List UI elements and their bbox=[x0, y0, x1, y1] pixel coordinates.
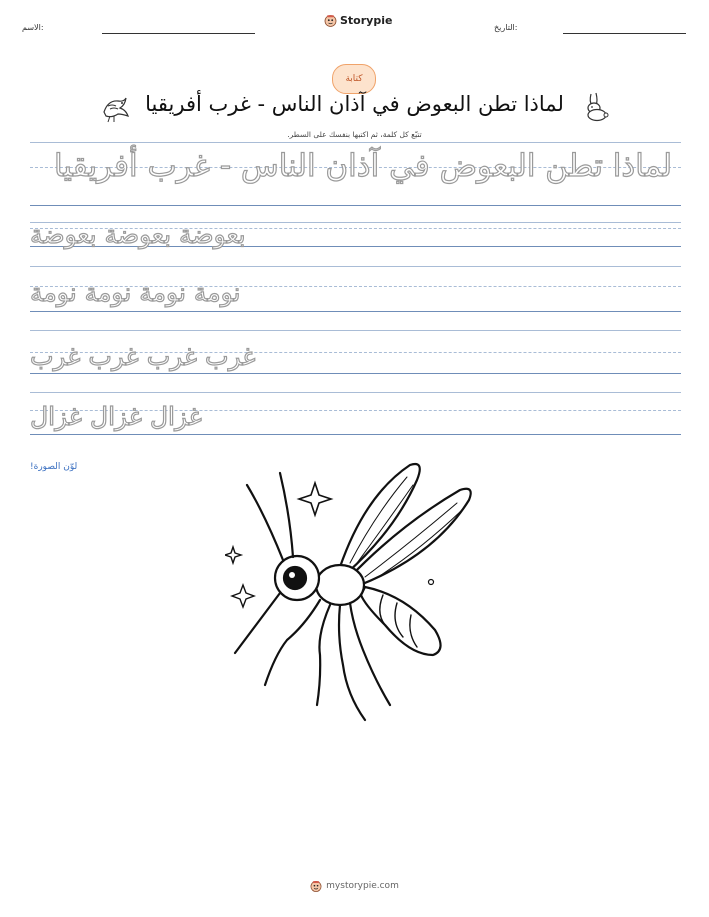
page-title: لماذا تطن البعوض في آذان الناس - غرب أفريقيا bbox=[145, 92, 564, 116]
practice-row bbox=[30, 266, 681, 330]
top-guide-line bbox=[30, 392, 681, 393]
writing-badge: كتابة bbox=[332, 64, 376, 94]
trace-text[interactable]: غزال غزال غزال bbox=[30, 402, 202, 431]
sparkle-icon bbox=[225, 547, 241, 563]
date-label: التاريخ: bbox=[494, 23, 518, 32]
name-field[interactable] bbox=[102, 33, 255, 34]
trace-text[interactable]: بعوضة بعوضة بعوضة bbox=[30, 220, 246, 249]
practice-row bbox=[30, 142, 681, 206]
brand-logo bbox=[324, 14, 392, 27]
color-prompt: لوّن الصورة! bbox=[30, 462, 78, 472]
instruction-text: تتبّع كل كلمة، ثم اكتبها بنفسك على السطر. bbox=[287, 130, 422, 139]
sparkle-icon bbox=[232, 585, 254, 607]
top-guide-line bbox=[30, 142, 681, 143]
base-guide-line bbox=[30, 434, 681, 435]
trace-text[interactable]: غرب غرب غرب غرب bbox=[30, 342, 256, 371]
brand-name: Storypie bbox=[340, 14, 393, 27]
practice-row bbox=[30, 222, 681, 266]
rabbit-icon bbox=[580, 90, 610, 122]
footer bbox=[0, 880, 709, 892]
trace-text[interactable]: نومة نومة نومة نومة bbox=[30, 278, 241, 307]
base-guide-line bbox=[30, 373, 681, 374]
top-guide-line bbox=[30, 330, 681, 331]
practice-row bbox=[30, 392, 681, 436]
base-guide-line bbox=[30, 311, 681, 312]
circle-icon bbox=[429, 580, 434, 585]
trace-text[interactable]: لماذا تطن البعوض في آذان الناس - غرب أفريقيا bbox=[53, 148, 673, 184]
top-guide-line bbox=[30, 266, 681, 267]
mascot-icon bbox=[310, 880, 322, 892]
mosquito-illustration[interactable] bbox=[225, 455, 485, 725]
date-field[interactable] bbox=[563, 33, 686, 34]
sparkle-icon bbox=[299, 483, 331, 515]
footer-site[interactable]: mystorypie.com bbox=[326, 881, 399, 891]
practice-row bbox=[30, 330, 681, 394]
base-guide-line bbox=[30, 205, 681, 206]
name-label: الاسم: bbox=[22, 23, 44, 32]
mascot-icon bbox=[324, 14, 337, 27]
